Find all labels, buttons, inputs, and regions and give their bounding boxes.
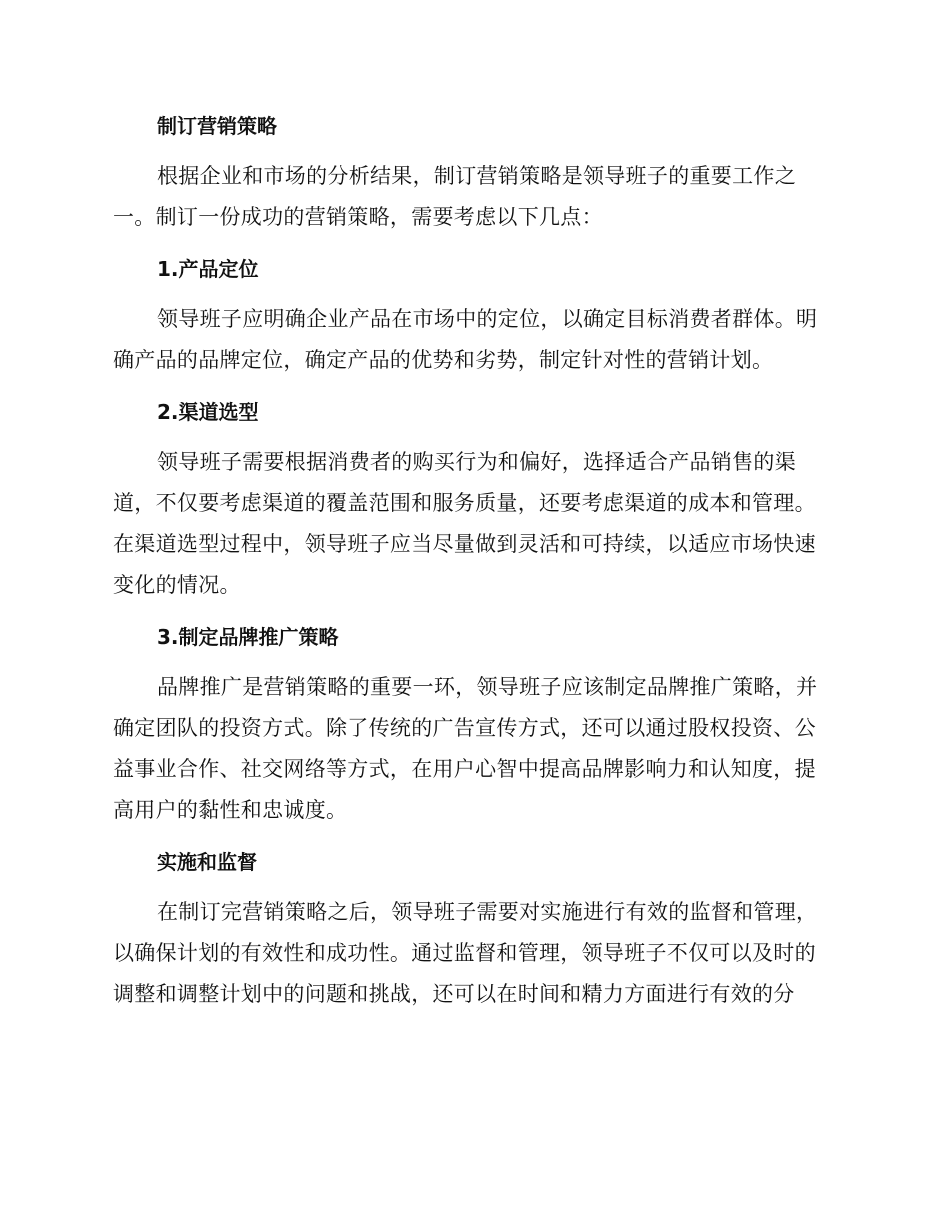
document-body xyxy=(113,106,831,1026)
section-paragraph: 品牌推广是营销策略的重要一环，领导班子应该制定品牌推广策略，并确定团队的投资方式。除了传统的广告宣传方式，还可以通过股权投资、公益事业合作、社交网络等方式，在用户心智中提高品牌影响力和认知度，提高用户的黏性和忠诚度。 xyxy=(113,675,818,822)
section-paragraph: 领导班子应明确企业产品在市场中的定位，以确定目标消费者群体。明确产品的品牌定位，确定产品的优势和劣势，制定针对性的营销计划。 xyxy=(113,307,818,372)
section-paragraph: 在制订完营销策略之后，领导班子需要对实施进行有效的监督和管理，以确保计划的有效性和成功性。通过监督和管理，领导班子不仅可以及时的调整和调整计划中的问题和挑战，还可以在时间和精力方面进行有效的分 xyxy=(113,900,818,1006)
section-heading-marketing-strategy: 制订营销策略 xyxy=(157,114,277,138)
section-heading-product-positioning: 1.产品定位 xyxy=(157,257,259,281)
section-heading-brand-promotion: 3.制定品牌推广策略 xyxy=(157,625,339,649)
section-paragraph: 根据企业和市场的分析结果，制订营销策略是领导班子的重要工作之一。制订一份成功的营销策略，需要考虑以下几点： xyxy=(113,164,796,229)
section-heading-implementation: 实施和监督 xyxy=(157,850,257,874)
section-paragraph: 领导班子需要根据消费者的购买行为和偏好，选择适合产品销售的渠道，不仅要考虑渠道的覆盖范围和服务质量，还要考虑渠道的成本和管理。在渠道选型过程中，领导班子应当尽量做到灵活和可持续，以适应市场快速变化的情况。 xyxy=(113,450,816,597)
section-heading-channel-selection: 2.渠道选型 xyxy=(157,400,259,424)
